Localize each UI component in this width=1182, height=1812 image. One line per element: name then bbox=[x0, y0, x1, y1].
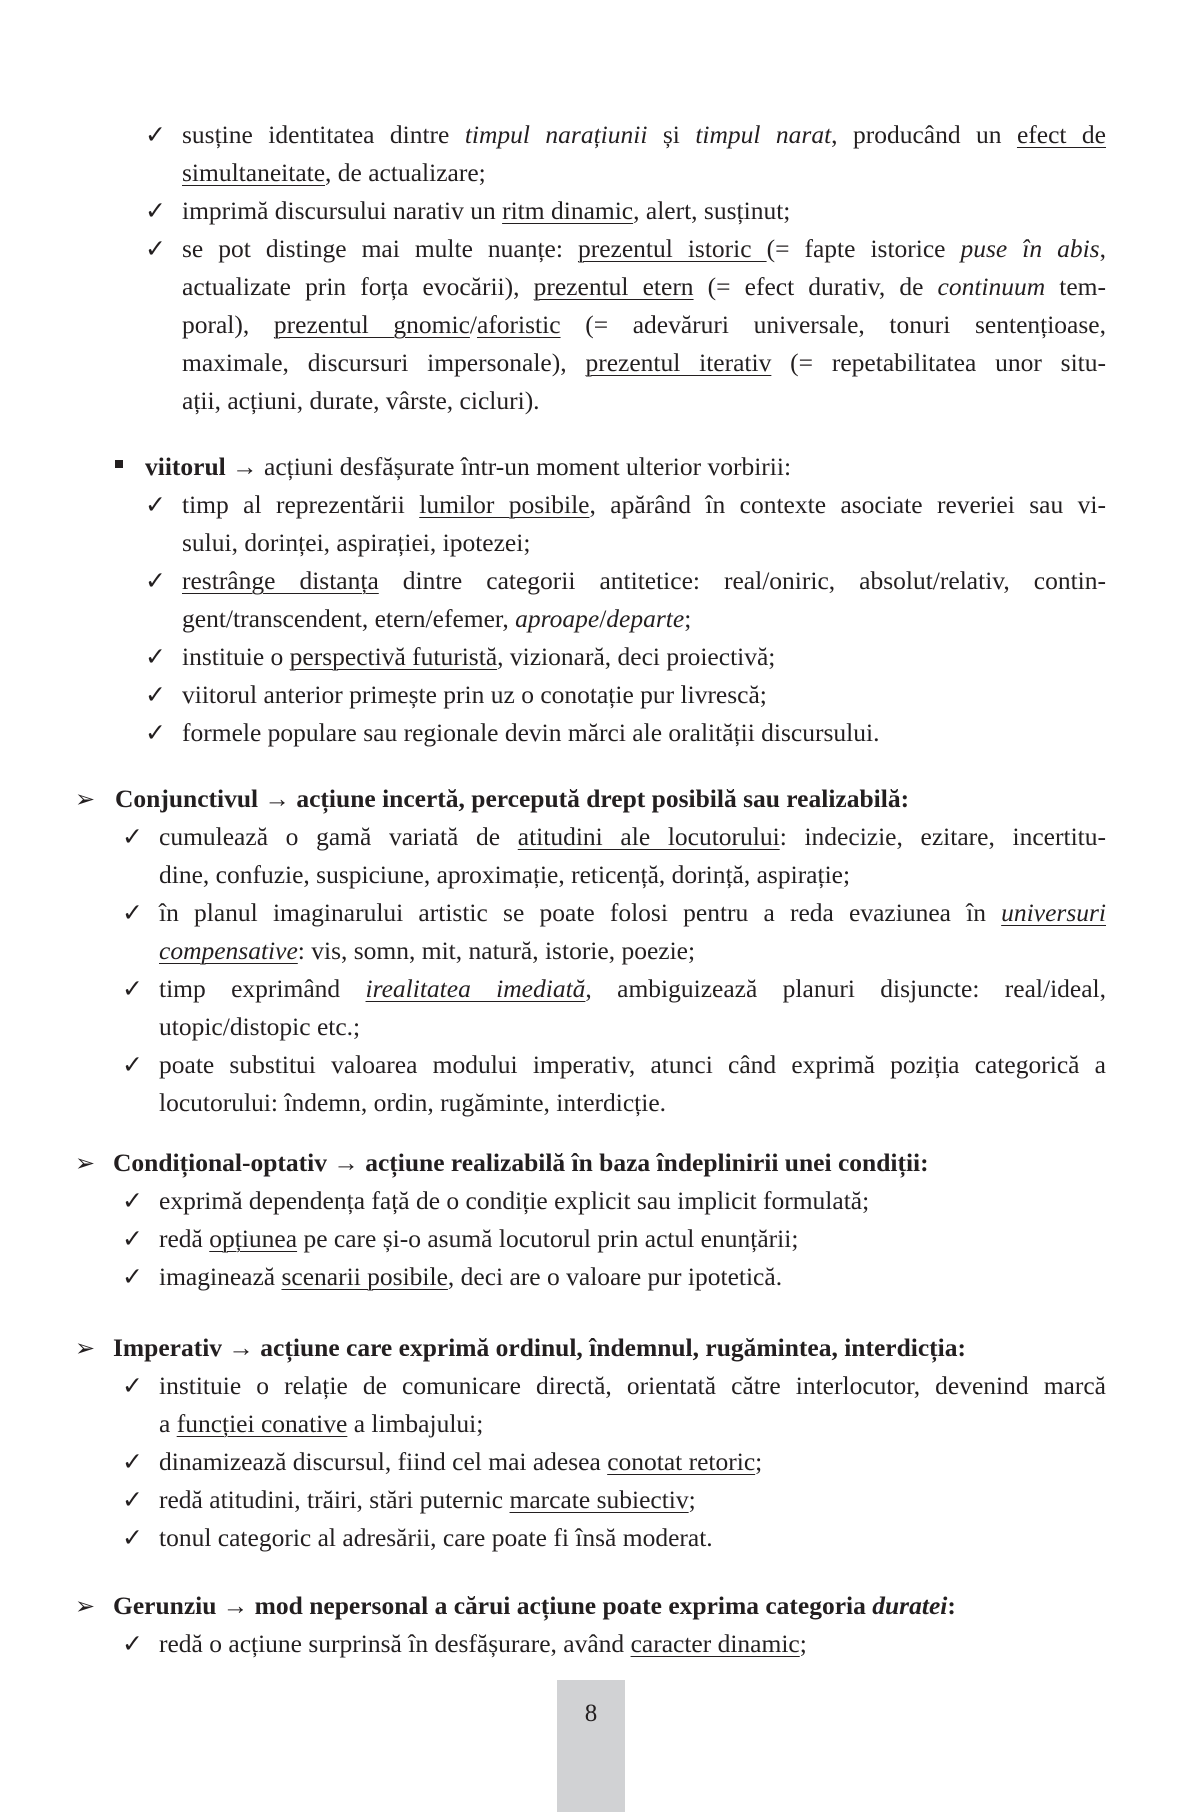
check-mark-icon: ✓ bbox=[145, 234, 166, 263]
section-heading: Conjunctivul → acțiune incertă, percepută drept posibilă sau realizabilă: bbox=[115, 784, 910, 813]
text-line: imprimă discursului narativ un ritm dinamic, alert, susținut; bbox=[182, 196, 791, 225]
text-line: instituie o relație de comunicare directă, orientată către interlocutor, devenind marcă bbox=[159, 1371, 1106, 1400]
check-mark-icon: ✓ bbox=[122, 822, 143, 851]
text-line: restrânge distanța dintre categorii antitetice: real/oniric, absolut/relativ, contin- bbox=[182, 566, 1106, 595]
check-mark-icon: ✓ bbox=[145, 718, 166, 747]
text-line: timp al reprezentării lumilor posibile, apărând în contexte asociate reveriei sau vi- bbox=[182, 490, 1106, 519]
text-line: exprimă dependența față de o condiție explicit sau implicit formulată; bbox=[159, 1186, 870, 1215]
text-line: a funcției conative a limbajului; bbox=[159, 1409, 484, 1438]
section-heading: Imperativ → acțiune care exprimă ordinul, îndemnul, rugămintea, interdicția: bbox=[113, 1333, 967, 1362]
text-line: redă o acțiune surprinsă în desfășurare, având caracter dinamic; bbox=[159, 1629, 807, 1658]
section-heading: viitorul → acțiuni desfășurate într-un moment ulterior vorbirii: bbox=[145, 452, 792, 481]
section-heading: Gerunziu → mod nepersonal a cărui acțiune poate exprima categoria duratei: bbox=[113, 1591, 956, 1620]
arrowhead-bullet-icon: ➢ bbox=[75, 785, 96, 813]
text-line: dine, confuzie, suspiciune, aproximație, reticență, dorință, aspirație; bbox=[159, 860, 851, 889]
check-mark-icon: ✓ bbox=[145, 196, 166, 225]
text-line: poral), prezentul gnomic/aforistic (= adevăruri universale, tonuri sentențioase, bbox=[182, 310, 1106, 339]
text-line: formele populare sau regionale devin mărci ale oralității discursului. bbox=[182, 718, 880, 747]
text-line: imaginează scenarii posibile, deci are o valoare pur ipotetică. bbox=[159, 1262, 783, 1291]
check-mark-icon: ✓ bbox=[122, 1629, 143, 1658]
check-mark-icon: ✓ bbox=[122, 1262, 143, 1291]
check-mark-icon: ✓ bbox=[145, 120, 166, 149]
text-line: instituie o perspectivă futuristă, vizionară, deci proiectivă; bbox=[182, 642, 776, 671]
text-line: utopic/distopic etc.; bbox=[159, 1012, 361, 1041]
text-line: redă atitudini, trăiri, stări puternic marcate subiectiv; bbox=[159, 1485, 696, 1514]
page-number: 8 bbox=[584, 1700, 598, 1727]
arrowhead-bullet-icon: ➢ bbox=[75, 1592, 96, 1620]
text-line: simultaneitate, de actualizare; bbox=[182, 158, 486, 187]
check-mark-icon: ✓ bbox=[122, 1447, 143, 1476]
text-line: compensative: vis, somn, mit, natură, istorie, poezie; bbox=[159, 936, 696, 965]
check-mark-icon: ✓ bbox=[122, 1050, 143, 1079]
text-line: tonul categoric al adresării, care poate fi însă moderat. bbox=[159, 1523, 713, 1552]
check-mark-icon: ✓ bbox=[145, 566, 166, 595]
check-mark-icon: ✓ bbox=[122, 1224, 143, 1253]
check-mark-icon: ✓ bbox=[145, 680, 166, 709]
check-mark-icon: ✓ bbox=[122, 898, 143, 927]
text-line: gent/transcendent, etern/efemer, aproape/departe; bbox=[182, 604, 692, 633]
text-line: cumulează o gamă variată de atitudini ale locutorului: indecizie, ezitare, incertitu- bbox=[159, 822, 1106, 851]
text-line: viitorul anterior primește prin uz o conotație pur livrescă; bbox=[182, 680, 767, 709]
square-bullet-icon bbox=[115, 460, 123, 468]
check-mark-icon: ✓ bbox=[145, 490, 166, 519]
text-line: locutorului: îndemn, ordin, rugăminte, interdicție. bbox=[159, 1088, 667, 1117]
text-line: redă opțiunea pe care și-o asumă locutorul prin actul enunțării; bbox=[159, 1224, 799, 1253]
text-line: dinamizează discursul, fiind cel mai adesea conotat retoric; bbox=[159, 1447, 763, 1476]
text-line: poate substitui valoarea modului imperativ, atunci când exprimă poziția categorică a bbox=[159, 1050, 1106, 1079]
text-line: actualizate prin forța evocării), prezentul etern (= efect durativ, de continuum tem- bbox=[182, 272, 1107, 301]
check-mark-icon: ✓ bbox=[122, 1371, 143, 1400]
check-mark-icon: ✓ bbox=[122, 1485, 143, 1514]
text-line: ații, acțiuni, durate, vârste, cicluri). bbox=[182, 386, 540, 415]
text-line: timp exprimând irealitatea imediată, ambiguizează planuri disjuncte: real/ideal, bbox=[159, 974, 1106, 1003]
text-line: în planul imaginarului artistic se poate folosi pentru a reda evaziunea în universuri bbox=[159, 898, 1106, 927]
text-line: se pot distinge mai multe nuanțe: prezentul istoric (= fapte istorice puse în abis, bbox=[182, 234, 1106, 263]
text-line: sului, dorinței, aspirației, ipotezei; bbox=[182, 528, 531, 557]
text-line: susține identitatea dintre timpul narațiunii și timpul narat, producând un efect de bbox=[182, 120, 1106, 149]
check-mark-icon: ✓ bbox=[122, 1186, 143, 1215]
text-line: maximale, discursuri impersonale), prezentul iterativ (= repetabilitatea unor situ- bbox=[182, 348, 1106, 377]
section-heading: Condițional-optativ → acțiune realizabilă în baza îndeplinirii unei condiții: bbox=[113, 1148, 929, 1177]
check-mark-icon: ✓ bbox=[122, 974, 143, 1003]
arrowhead-bullet-icon: ➢ bbox=[75, 1334, 96, 1362]
page-number-tab bbox=[557, 1680, 625, 1812]
check-mark-icon: ✓ bbox=[122, 1523, 143, 1552]
check-mark-icon: ✓ bbox=[145, 642, 166, 671]
arrowhead-bullet-icon: ➢ bbox=[75, 1149, 96, 1177]
